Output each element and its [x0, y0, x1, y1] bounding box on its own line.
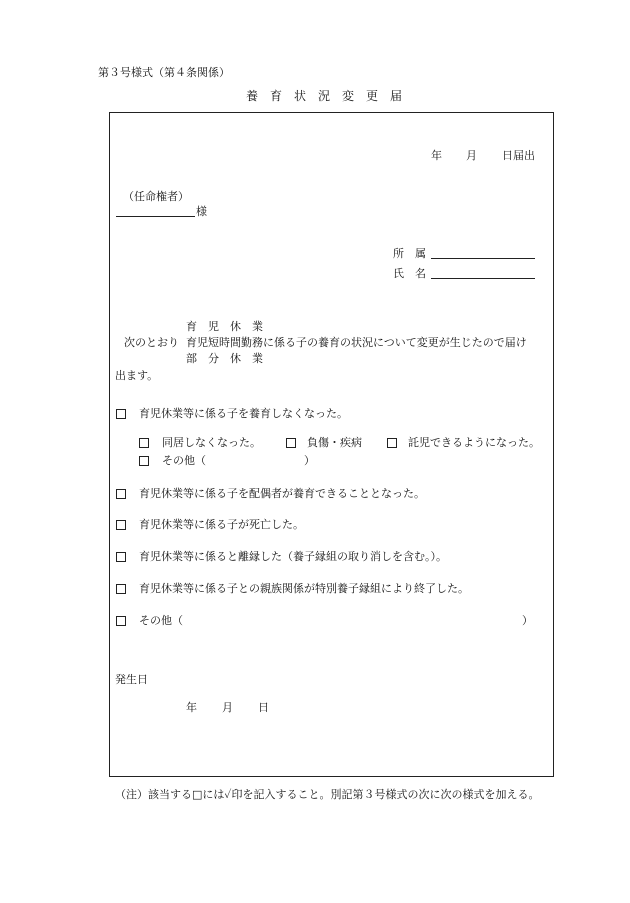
option-special-adoption-checkbox[interactable]: [116, 584, 126, 594]
option-other-label: その他（: [139, 614, 183, 627]
option-other-checkbox[interactable]: [116, 616, 126, 626]
option-dissolved-adoption-label: 育児休業等に係ると離縁した（養子縁組の取り消しを含む。）。: [139, 550, 447, 563]
leave-type-short-hours: 育児短時間勤務: [186, 336, 263, 349]
sub-other-close-paren: ）: [304, 454, 315, 467]
option-other-close-paren: ）: [522, 614, 533, 627]
occurrence-date-label: 発生日: [115, 673, 148, 686]
affiliation-field[interactable]: [431, 247, 535, 259]
sub-other-label: その他（: [162, 454, 206, 467]
option-child-died-checkbox[interactable]: [116, 520, 126, 530]
appointing-authority-label: （任命権者）: [123, 190, 189, 203]
sub-injury-illness-label: 負傷・疾病: [307, 436, 362, 449]
addressee-honorific: 様: [196, 205, 207, 218]
footnote: （注）該当する□には✓印を記入すること。別記第３号様式の次に次の様式を加える。: [115, 788, 540, 801]
statement-suffix: に係る子の養育の状況について変更が生じたので届け: [263, 336, 527, 349]
sub-childcare-available-checkbox[interactable]: [387, 438, 397, 448]
sub-childcare-available-label: 託児できるようになった。: [408, 436, 540, 449]
addressee-name-field[interactable]: [116, 205, 195, 217]
sub-not-cohabiting-label: 同居しなくなった。: [162, 436, 261, 449]
occurrence-year-label: 年: [186, 701, 197, 714]
leave-type-partial-leave: 部 分 休 業: [186, 352, 263, 365]
occurrence-day-label: 日: [258, 701, 269, 714]
sub-other-checkbox[interactable]: [139, 456, 149, 466]
form-number: 第３号様式（第４条関係）: [98, 66, 230, 79]
date-year-label: 年: [431, 149, 442, 162]
option-not-raising-checkbox[interactable]: [116, 409, 126, 419]
option-special-adoption-label: 育児休業等に係る子との親族関係が特別養子縁組により終了した。: [139, 582, 469, 595]
name-label: 氏 名: [393, 267, 426, 280]
option-not-raising-label: 育児休業等に係る子を養育しなくなった。: [139, 407, 348, 420]
statement-end: 出ます。: [115, 369, 159, 382]
statement-prefix: 次のとおり: [124, 336, 179, 349]
date-day-filed-label: 日届出: [502, 149, 535, 162]
option-child-died-label: 育児休業等に係る子が死亡した。: [139, 518, 304, 531]
sub-injury-illness-checkbox[interactable]: [286, 438, 296, 448]
sub-not-cohabiting-checkbox[interactable]: [139, 438, 149, 448]
name-field[interactable]: [431, 267, 535, 279]
affiliation-label: 所 属: [393, 247, 426, 260]
option-spouse-raising-checkbox[interactable]: [116, 489, 126, 499]
occurrence-month-label: 月: [222, 701, 233, 714]
date-month-label: 月: [466, 149, 477, 162]
option-spouse-raising-label: 育児休業等に係る子を配偶者が養育できることとなった。: [139, 487, 425, 500]
form-title: 養育状況変更届: [246, 89, 415, 103]
leave-type-childcare-leave: 育 児 休 業: [186, 320, 263, 333]
option-dissolved-adoption-checkbox[interactable]: [116, 552, 126, 562]
